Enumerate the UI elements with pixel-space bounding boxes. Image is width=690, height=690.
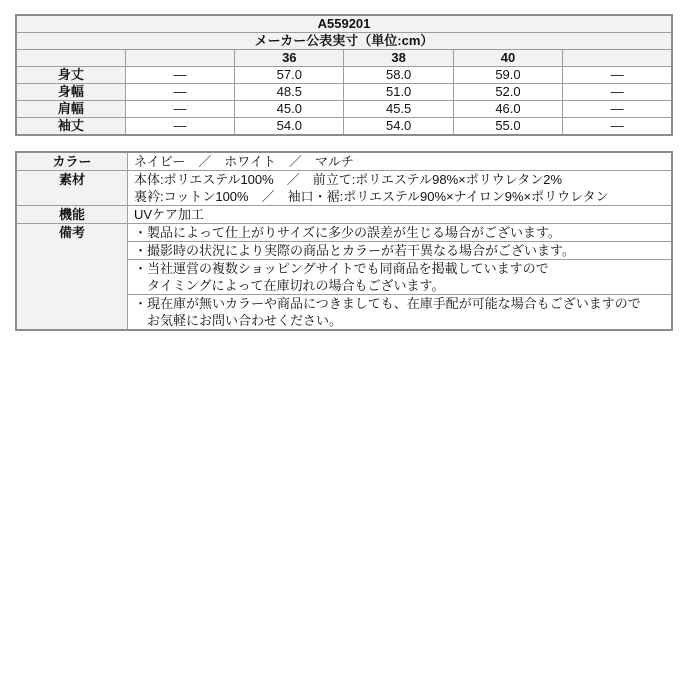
size-col-header-0 [16,50,125,67]
measurement-value: 45.0 [235,101,344,118]
note-item-4 [128,295,671,329]
function-row [16,206,672,224]
color-label: カラー [16,152,128,171]
measurement-value: — [125,84,234,101]
material-value [128,171,673,206]
size-col-header-40: 40 [453,50,562,67]
measurement-value: 55.0 [453,118,562,136]
product-code-row [16,15,672,33]
note-item-2 [128,242,671,260]
note-line: ・製品によって仕上がりサイズに多少の誤差が生じる場合がございます。 [134,225,561,240]
measurement-value: 48.5 [235,84,344,101]
size-col-header-38: 38 [344,50,453,67]
size-table [15,14,673,136]
measurement-row-shoulder-width [16,101,672,118]
measurement-label: 袖丈 [16,118,125,136]
measurement-label: 肩幅 [16,101,125,118]
size-col-header-36: 36 [235,50,344,67]
measurement-value: — [125,101,234,118]
measurement-value: 52.0 [453,84,562,101]
notes-label: 備考 [16,224,128,331]
measurement-value: — [563,84,672,101]
material-label: 素材 [16,171,128,206]
material-row [16,171,672,206]
measurement-value: 54.0 [235,118,344,136]
note-item-1 [128,224,671,242]
measurement-value: 46.0 [453,101,562,118]
size-header-row [16,50,672,67]
note-line-continuation: お気軽にお問い合わせください。 [147,313,343,328]
material-line-2: 裏衿:コットン100% ／ 袖口・裾:ポリエステル90%×ナイロン9%×ポリウレタン [134,189,609,204]
measurement-value: — [563,67,672,84]
material-line-1: 本体:ポリエステル100% ／ 前立て:ポリエステル98%×ポリウレタン2% [134,172,563,187]
measurement-value: 59.0 [453,67,562,84]
color-row [16,152,672,171]
size-col-header-5 [563,50,672,67]
function-value: UVケア加工 [128,206,673,224]
size-table-subtitle: メーカー公表実寸（単位:cm） [16,33,672,50]
measurement-row-body-length [16,67,672,84]
size-table-subtitle-row [16,33,672,50]
measurement-value: — [563,118,672,136]
notes-value [128,224,673,331]
note-line: ・当社運営の複数ショッピングサイトでも同商品を掲載していますので [134,261,549,276]
note-line: ・撮影時の状況により実際の商品とカラーが若干異なる場合がございます。 [134,243,575,258]
function-label: 機能 [16,206,128,224]
measurement-value: — [125,118,234,136]
note-line-continuation: タイミングによって在庫切れの場合もございます。 [147,278,445,293]
note-line: ・現在庫が無いカラーや商品につきましても、在庫手配が可能な場合もございますので [134,296,641,311]
size-col-header-1 [125,50,234,67]
note-item-3 [128,260,671,295]
product-code: A559201 [16,15,672,33]
spec-table [15,151,673,331]
measurement-value: — [563,101,672,118]
color-value: ネイビー ／ ホワイト ／ マルチ [128,152,673,171]
measurement-value: 57.0 [235,67,344,84]
measurement-value: 54.0 [344,118,453,136]
measurement-value: — [125,67,234,84]
product-spec-page [0,0,690,331]
notes-row [16,224,672,331]
measurement-label: 身幅 [16,84,125,101]
measurement-row-body-width [16,84,672,101]
measurement-value: 58.0 [344,67,453,84]
measurement-label: 身丈 [16,67,125,84]
measurement-value: 51.0 [344,84,453,101]
measurement-row-sleeve-length [16,118,672,136]
measurement-value: 45.5 [344,101,453,118]
